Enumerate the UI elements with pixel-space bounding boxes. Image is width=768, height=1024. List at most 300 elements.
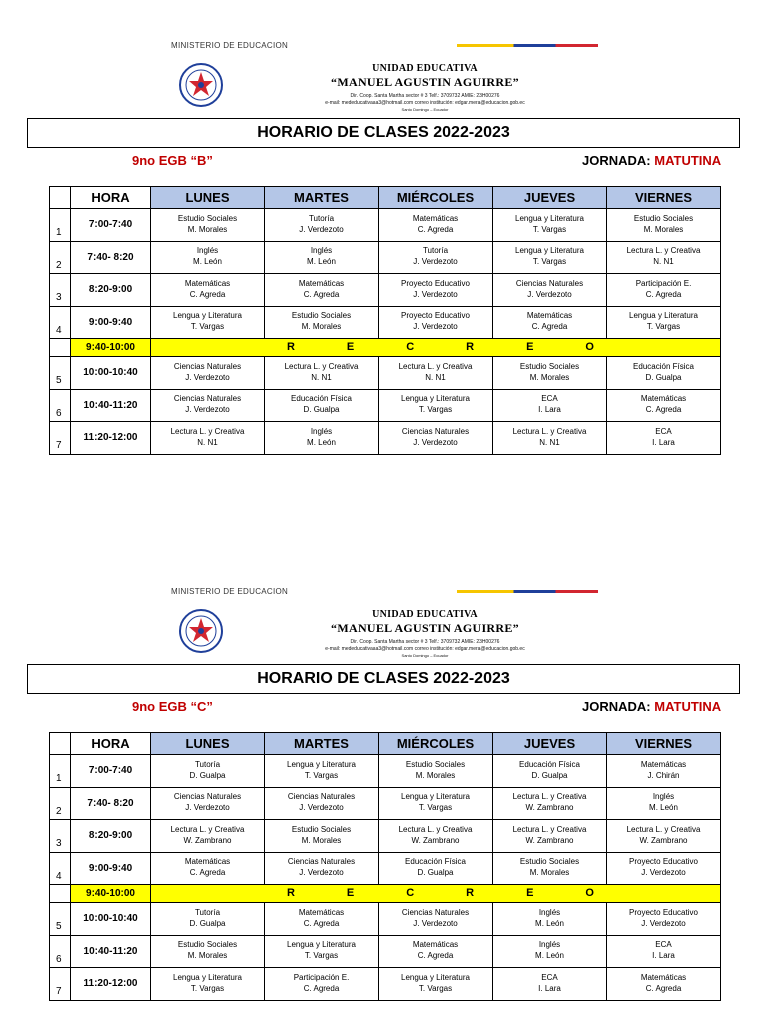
class-cell — [151, 935, 265, 968]
teacher-name: C. Agreda — [189, 868, 226, 878]
subject-name: Lectura L. y Creativa — [398, 361, 473, 371]
teacher-name: D. Gualpa — [303, 405, 340, 415]
teacher-name: M. León — [535, 951, 564, 961]
number-column-header — [50, 733, 71, 755]
subject-name: Educación Física — [291, 394, 352, 404]
teacher-name: C. Agreda — [645, 289, 682, 299]
subject-name: Estudio Sociales — [177, 213, 238, 223]
teacher-name: C. Agreda — [531, 322, 568, 332]
class-cell — [607, 389, 721, 422]
subject-name: Matemáticas — [298, 907, 345, 917]
teacher-name: J. Verdezoto — [413, 257, 458, 267]
class-cell — [607, 852, 721, 885]
row-number — [50, 885, 71, 903]
teacher-name: T. Vargas — [418, 803, 453, 813]
school-address: Dir. Coop. Santa Martha sector # 3 Telf.: 3709732 AMIE: 23H00276 — [350, 93, 500, 99]
table-row — [50, 389, 721, 422]
class-cell — [379, 755, 493, 788]
class-cell — [151, 274, 265, 307]
subject-name: Estudio Sociales — [291, 311, 352, 321]
subject-name: Inglés — [196, 246, 219, 256]
recreo-time: 9:40-10:00 — [71, 885, 151, 903]
subject-name: Estudio Sociales — [291, 824, 352, 834]
class-cell — [607, 209, 721, 242]
subject-name: Lectura L. y Creativa — [626, 824, 701, 834]
ministry-label: MINISTERIO DE EDUCACION — [171, 41, 289, 50]
time-slot: 7:40- 8:20 — [71, 787, 151, 820]
subject-name: Tutoría — [422, 246, 449, 256]
class-cell — [379, 787, 493, 820]
recreo-row — [50, 885, 721, 903]
schedule-sheet-2 — [0, 546, 768, 1016]
teacher-name: I. Lara — [652, 437, 675, 447]
teacher-name: J. Verdezoto — [527, 289, 572, 299]
flag-stripe — [457, 590, 598, 593]
class-cell — [607, 968, 721, 1001]
class-cell — [151, 241, 265, 274]
row-number: 6 — [50, 389, 71, 422]
recreo-letter: E — [526, 887, 534, 900]
school-type: UNIDAD EDUCATIVA — [372, 63, 478, 74]
class-cell — [607, 755, 721, 788]
subject-name: Tutoría — [194, 907, 221, 917]
row-number: 1 — [50, 755, 71, 788]
day-column-header: MARTES — [265, 733, 379, 755]
subject-name: Lengua y Literatura — [287, 759, 356, 769]
recreo-letter: R — [466, 887, 475, 900]
teacher-name: T. Vargas — [190, 983, 225, 993]
recreo-letter: C — [406, 887, 415, 900]
teacher-name: M. Morales — [643, 224, 684, 234]
table-row — [50, 968, 721, 1001]
school-name: “MANUEL AGUSTIN AGUIRRE” — [331, 621, 519, 635]
schedule-table — [49, 732, 721, 1001]
table-row — [50, 852, 721, 885]
schedule-title: HORARIO DE CLASES 2022-2023 — [27, 118, 740, 148]
class-cell — [493, 903, 607, 936]
teacher-name: T. Vargas — [190, 322, 225, 332]
teacher-name: W. Zambrano — [183, 835, 232, 845]
subject-name: Proyecto Educativo — [629, 857, 698, 867]
subject-name: Participación E. — [293, 972, 350, 982]
recreo-time: 9:40-10:00 — [71, 339, 151, 357]
class-cell — [379, 209, 493, 242]
teacher-name: N. N1 — [653, 257, 674, 267]
jornada-label: JORNADA: — [582, 153, 651, 168]
class-cell — [265, 787, 379, 820]
time-slot: 8:20-9:00 — [71, 274, 151, 307]
class-cell — [151, 852, 265, 885]
class-cell — [265, 357, 379, 390]
class-cell — [379, 306, 493, 339]
subject-name: Matemáticas — [298, 278, 345, 288]
teacher-name: M. León — [649, 803, 678, 813]
teacher-name: C. Agreda — [189, 289, 226, 299]
subject-name: Ciencias Naturales — [173, 361, 242, 371]
subject-name: Inglés — [310, 246, 333, 256]
teacher-name: D. Gualpa — [531, 770, 568, 780]
teacher-name: J. Verdezoto — [185, 372, 230, 382]
subject-name: Estudio Sociales — [405, 759, 466, 769]
teacher-name: D. Gualpa — [189, 770, 226, 780]
recreo-letter: E — [346, 887, 355, 900]
subject-name: Matemáticas — [640, 394, 687, 404]
table-row — [50, 241, 721, 274]
recreo-letters — [151, 340, 720, 355]
subject-name: Educación Física — [519, 759, 580, 769]
teacher-name: D. Gualpa — [417, 868, 454, 878]
teacher-name: J. Verdezoto — [413, 437, 458, 447]
class-cell — [151, 389, 265, 422]
teacher-name: C. Agreda — [645, 405, 682, 415]
class-cell — [379, 422, 493, 455]
class-cell — [265, 903, 379, 936]
class-cell — [151, 422, 265, 455]
class-cell — [493, 306, 607, 339]
subject-name: Estudio Sociales — [519, 361, 580, 371]
subject-name: Lengua y Literatura — [287, 940, 356, 950]
class-cell — [607, 274, 721, 307]
subject-name: Matemáticas — [184, 857, 231, 867]
recreo-banner — [151, 885, 721, 903]
teacher-name: J. Verdezoto — [299, 224, 344, 234]
subject-name: Educación Física — [405, 857, 466, 867]
row-number: 6 — [50, 935, 71, 968]
class-cell — [265, 935, 379, 968]
teacher-name: J. Chirán — [647, 770, 680, 780]
row-number: 4 — [50, 852, 71, 885]
teacher-name: I. Lara — [538, 983, 561, 993]
subject-name: Ciencias Naturales — [287, 857, 356, 867]
teacher-name: T. Vargas — [532, 224, 567, 234]
recreo-letter: R — [466, 341, 475, 354]
subject-name: Lectura L. y Creativa — [512, 426, 587, 436]
subject-name: Estudio Sociales — [519, 857, 580, 867]
teacher-name: T. Vargas — [418, 405, 453, 415]
class-cell — [379, 903, 493, 936]
recreo-letter: C — [406, 341, 415, 354]
teacher-name: W. Zambrano — [525, 803, 574, 813]
recreo-letters — [151, 886, 720, 901]
table-row — [50, 820, 721, 853]
class-cell — [607, 903, 721, 936]
table-row — [50, 755, 721, 788]
teacher-name: N. N1 — [311, 372, 332, 382]
class-cell — [379, 968, 493, 1001]
teacher-name: M. Morales — [529, 372, 570, 382]
class-cell — [493, 935, 607, 968]
class-cell — [493, 274, 607, 307]
subject-name: ECA — [541, 394, 558, 404]
row-number — [50, 339, 71, 357]
subject-name: Matemáticas — [412, 940, 459, 950]
class-cell — [607, 357, 721, 390]
subject-name: Ciencias Naturales — [515, 278, 584, 288]
class-cell — [151, 755, 265, 788]
teacher-name: W. Zambrano — [639, 835, 688, 845]
teacher-name: J. Verdezoto — [413, 289, 458, 299]
teacher-name: W. Zambrano — [411, 835, 460, 845]
class-cell — [493, 389, 607, 422]
subject-name: Proyecto Educativo — [401, 311, 470, 321]
table-row — [50, 787, 721, 820]
teacher-name: M. León — [307, 437, 336, 447]
table-row — [50, 274, 721, 307]
row-number: 2 — [50, 787, 71, 820]
time-slot: 10:00-10:40 — [71, 357, 151, 390]
recreo-letter: O — [585, 887, 594, 900]
teacher-name: M. León — [307, 257, 336, 267]
table-row — [50, 903, 721, 936]
teacher-name: D. Gualpa — [189, 918, 226, 928]
time-slot: 11:20-12:00 — [71, 422, 151, 455]
class-cell — [607, 306, 721, 339]
class-cell — [265, 755, 379, 788]
teacher-name: M. Morales — [301, 322, 342, 332]
school-header — [250, 609, 600, 658]
teacher-name: N. N1 — [197, 437, 218, 447]
teacher-name: D. Gualpa — [645, 372, 682, 382]
class-cell — [265, 274, 379, 307]
day-column-header: VIERNES — [607, 733, 721, 755]
class-cell — [151, 820, 265, 853]
school-address: Dir. Coop. Santa Martha sector # 3 Telf.: 3709732 AMIE: 23H00276 — [350, 639, 500, 645]
subject-name: Ciencias Naturales — [287, 792, 356, 802]
teacher-name: C. Agreda — [303, 983, 340, 993]
schedule-table — [49, 186, 721, 455]
day-column-header: MARTES — [265, 187, 379, 209]
row-number: 5 — [50, 357, 71, 390]
teacher-name: T. Vargas — [532, 257, 567, 267]
subject-name: Lengua y Literatura — [515, 213, 584, 223]
school-seal-icon — [178, 62, 224, 108]
class-cell — [607, 820, 721, 853]
school-email: e-mail: mededucativaaa3@hotmail.com correo institución: edgar.mera@educacion.gob.ec — [325, 646, 525, 652]
teacher-name: I. Lara — [538, 405, 561, 415]
time-slot: 7:00-7:40 — [71, 755, 151, 788]
subject-name: Lectura L. y Creativa — [512, 824, 587, 834]
subject-name: Inglés — [538, 940, 561, 950]
class-cell — [151, 968, 265, 1001]
class-cell — [607, 241, 721, 274]
row-number: 7 — [50, 968, 71, 1001]
teacher-name: J. Verdezoto — [299, 868, 344, 878]
class-cell — [265, 306, 379, 339]
class-cell — [607, 935, 721, 968]
subject-name: Inglés — [538, 907, 561, 917]
class-cell — [265, 968, 379, 1001]
time-slot: 7:00-7:40 — [71, 209, 151, 242]
flag-stripe — [457, 44, 598, 47]
schedule-title: HORARIO DE CLASES 2022-2023 — [27, 664, 740, 694]
school-name: “MANUEL AGUSTIN AGUIRRE” — [331, 75, 519, 89]
subject-name: Ciencias Naturales — [173, 792, 242, 802]
class-cell — [493, 755, 607, 788]
class-cell — [151, 357, 265, 390]
class-cell — [379, 935, 493, 968]
teacher-name: M. Morales — [415, 770, 456, 780]
subject-name: Lectura L. y Creativa — [284, 361, 359, 371]
subject-name: Estudio Sociales — [177, 940, 238, 950]
subject-name: Lengua y Literatura — [401, 972, 470, 982]
teacher-name: C. Agreda — [303, 289, 340, 299]
class-cell — [379, 852, 493, 885]
school-email: e-mail: mededucativaaa3@hotmail.com correo institución: edgar.mera@educacion.gob.ec — [325, 100, 525, 106]
ministry-label: MINISTERIO DE EDUCACION — [171, 587, 289, 596]
table-row — [50, 306, 721, 339]
teacher-name: J. Verdezoto — [641, 868, 686, 878]
subject-name: Matemáticas — [640, 972, 687, 982]
time-slot: 11:20-12:00 — [71, 968, 151, 1001]
school-city: Santo Domingo – Ecuador — [401, 107, 449, 112]
day-column-header: LUNES — [151, 733, 265, 755]
grade-label: 9no EGB “B” — [132, 153, 213, 168]
class-cell — [607, 787, 721, 820]
class-cell — [493, 241, 607, 274]
day-column-header: LUNES — [151, 187, 265, 209]
jornada-value: MATUTINA — [654, 699, 722, 714]
class-cell — [379, 820, 493, 853]
recreo-letter: R — [286, 887, 295, 900]
teacher-name: N. N1 — [425, 372, 446, 382]
teacher-name: M. Morales — [187, 224, 228, 234]
class-cell — [493, 820, 607, 853]
subject-name: Lectura L. y Creativa — [512, 792, 587, 802]
subject-name: Estudio Sociales — [633, 213, 694, 223]
time-slot: 8:20-9:00 — [71, 820, 151, 853]
class-cell — [493, 209, 607, 242]
table-row — [50, 422, 721, 455]
teacher-name: J. Verdezoto — [641, 918, 686, 928]
day-column-header: MIÉRCOLES — [379, 187, 493, 209]
subject-name: Tutoría — [308, 213, 335, 223]
teacher-name: J. Verdezoto — [413, 322, 458, 332]
subject-name: Lectura L. y Creativa — [398, 824, 473, 834]
day-column-header: VIERNES — [607, 187, 721, 209]
row-number: 7 — [50, 422, 71, 455]
school-city: Santo Domingo – Ecuador — [401, 653, 449, 658]
row-number: 2 — [50, 241, 71, 274]
table-row — [50, 935, 721, 968]
teacher-name: M. Morales — [301, 835, 342, 845]
class-cell — [493, 968, 607, 1001]
subject-name: Matemáticas — [640, 759, 687, 769]
class-cell — [151, 903, 265, 936]
jornada-value: MATUTINA — [654, 153, 722, 168]
teacher-name: I. Lara — [652, 951, 675, 961]
row-number: 3 — [50, 274, 71, 307]
subject-name: Proyecto Educativo — [401, 278, 470, 288]
teacher-name: T. Vargas — [304, 770, 339, 780]
teacher-name: M. Morales — [529, 868, 570, 878]
subject-name: Ciencias Naturales — [401, 426, 470, 436]
table-row — [50, 357, 721, 390]
subject-name: Proyecto Educativo — [629, 907, 698, 917]
time-slot: 7:40- 8:20 — [71, 241, 151, 274]
class-cell — [379, 274, 493, 307]
subject-name: Lengua y Literatura — [515, 246, 584, 256]
jornada — [582, 699, 721, 714]
table-header-row — [50, 187, 721, 209]
row-number: 5 — [50, 903, 71, 936]
recreo-letter: R — [286, 341, 295, 354]
class-cell — [493, 852, 607, 885]
class-cell — [265, 241, 379, 274]
row-number: 4 — [50, 306, 71, 339]
recreo-letter: O — [585, 341, 594, 354]
time-slot: 9:00-9:40 — [71, 852, 151, 885]
subject-name: Lectura L. y Creativa — [170, 824, 245, 834]
subject-name: Inglés — [652, 792, 675, 802]
grade-label: 9no EGB “C” — [132, 699, 213, 714]
time-slot: 9:00-9:40 — [71, 306, 151, 339]
teacher-name: N. N1 — [539, 437, 560, 447]
class-cell — [379, 241, 493, 274]
class-cell — [265, 852, 379, 885]
teacher-name: C. Agreda — [645, 983, 682, 993]
recreo-letter: E — [526, 341, 534, 354]
teacher-name: J. Verdezoto — [299, 803, 344, 813]
recreo-banner — [151, 339, 721, 357]
subject-name: Lengua y Literatura — [401, 394, 470, 404]
class-cell — [265, 209, 379, 242]
teacher-name: T. Vargas — [418, 983, 453, 993]
class-cell — [493, 422, 607, 455]
subject-name: Educación Física — [633, 361, 694, 371]
subject-name: Lengua y Literatura — [173, 972, 242, 982]
class-cell — [379, 389, 493, 422]
jornada — [582, 153, 721, 168]
teacher-name: C. Agreda — [417, 224, 454, 234]
subject-name: Lengua y Literatura — [629, 311, 698, 321]
time-slot: 10:40-11:20 — [71, 389, 151, 422]
day-column-header: MIÉRCOLES — [379, 733, 493, 755]
class-cell — [151, 787, 265, 820]
subject-name: Ciencias Naturales — [173, 394, 242, 404]
teacher-name: J. Verdezoto — [185, 803, 230, 813]
subject-name: Matemáticas — [184, 278, 231, 288]
teacher-name: W. Zambrano — [525, 835, 574, 845]
teacher-name: M. Morales — [187, 951, 228, 961]
subject-name: Lectura L. y Creativa — [626, 246, 701, 256]
teacher-name: C. Agreda — [417, 951, 454, 961]
time-slot: 10:00-10:40 — [71, 903, 151, 936]
teacher-name: J. Verdezoto — [185, 405, 230, 415]
class-cell — [265, 422, 379, 455]
class-cell — [151, 306, 265, 339]
subject-name: Ciencias Naturales — [401, 907, 470, 917]
teacher-name: T. Vargas — [304, 951, 339, 961]
number-column-header — [50, 187, 71, 209]
subject-name: Matemáticas — [526, 311, 573, 321]
subject-name: Inglés — [310, 426, 333, 436]
schedule-sheet-1 — [0, 0, 768, 470]
subject-name: Participación E. — [635, 278, 692, 288]
day-column-header: JUEVES — [493, 187, 607, 209]
teacher-name: J. Verdezoto — [413, 918, 458, 928]
time-slot: 10:40-11:20 — [71, 935, 151, 968]
class-cell — [379, 357, 493, 390]
class-cell — [607, 422, 721, 455]
row-number: 1 — [50, 209, 71, 242]
teacher-name: M. León — [193, 257, 222, 267]
class-cell — [493, 787, 607, 820]
class-cell — [265, 389, 379, 422]
subject-name: ECA — [655, 940, 672, 950]
class-cell — [151, 209, 265, 242]
class-cell — [493, 357, 607, 390]
table-header-row — [50, 733, 721, 755]
